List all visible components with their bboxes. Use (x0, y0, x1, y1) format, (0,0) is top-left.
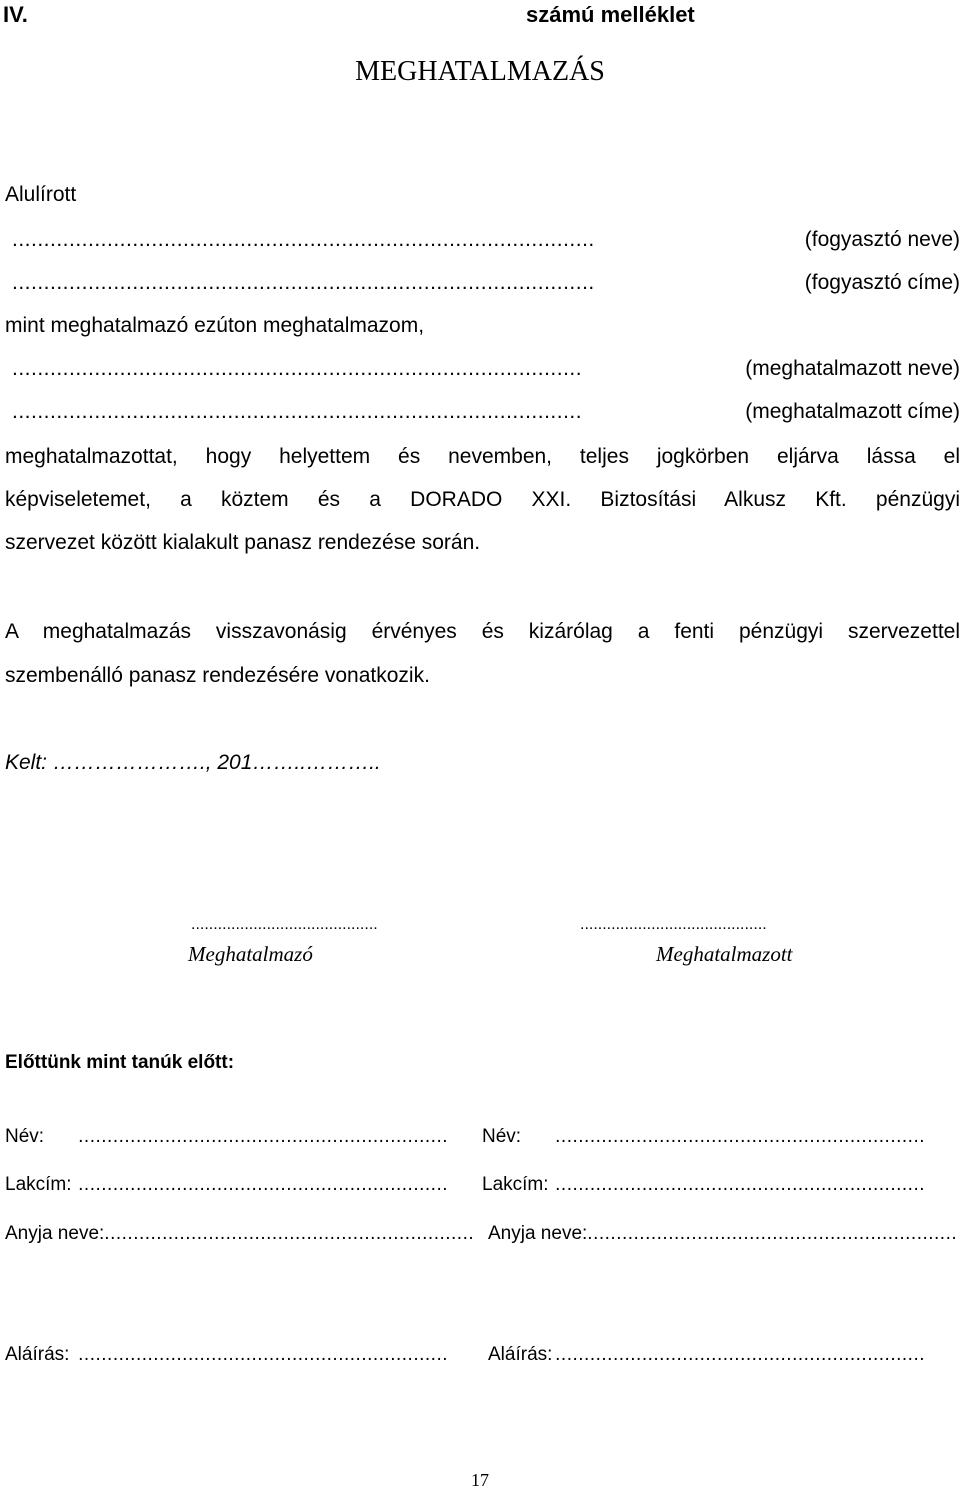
witness-2-name-dots: ................................................................ (555, 1126, 925, 1147)
agent-signature-label: Meghatalmazott (656, 942, 793, 966)
agent-address-field (12, 400, 960, 424)
witness-2-mother-dots: ................................................................ (587, 1223, 958, 1244)
agent-name-dots: .......................................................................................... (12, 357, 583, 380)
consumer-address-dots: ............................................................................................ (12, 271, 595, 294)
paragraph-2-line-2: szembenálló panasz rendezésére vonatkozik. (5, 664, 430, 687)
witness-2-name-label: Név: (482, 1126, 522, 1147)
witness-1-name-dots: ................................................................ (78, 1126, 448, 1147)
consumer-name-field (12, 228, 960, 252)
agent-signature-dots: .......................................... (580, 916, 767, 933)
intro-text: Alulírott (5, 183, 77, 206)
agent-address-dots: .......................................................................................... (12, 400, 583, 423)
date-line: Kelt: …………………., 201……..……….. (5, 751, 381, 774)
annex-number: IV. (3, 2, 28, 27)
paragraph-1-line-3: szervezet között kialakult panasz rendezése során. (5, 531, 481, 554)
witness-1-signature-dots: ................................................................ (78, 1344, 448, 1365)
paragraph-1-line-1: meghatalmazottat, hogy helyettem és nevemben, teljes jogkörben eljárva lássa el (5, 445, 960, 468)
witness-1-mother-dots: ................................................................ (104, 1223, 475, 1244)
paragraph-1-line-2: képviseletemet, a köztem és a DORADO XXI. Biztosítási Alkusz Kft. pénzügyi (5, 488, 960, 511)
witness-2-address-label: Lakcím: (482, 1174, 549, 1195)
agent-address-label: (meghatalmazott címe) (745, 400, 960, 423)
witness-1-address-dots: ................................................................ (78, 1174, 448, 1195)
agent-name-label: (meghatalmazott neve) (745, 357, 960, 380)
witness-2-address-dots: ................................................................ (555, 1174, 925, 1195)
witness-1-mother-label: Anyja neve: (5, 1223, 105, 1244)
page-number: 17 (471, 1470, 489, 1490)
agent-name-field (12, 357, 960, 381)
document-title: MEGHATALMAZÁS (355, 56, 605, 87)
witness-2-mother-row (488, 1223, 958, 1245)
witness-2-name-row (482, 1126, 925, 1148)
witness-1-signature-row (5, 1344, 448, 1366)
witness-1-name-label: Név: (5, 1126, 45, 1147)
witness-2-signature-label: Aláírás: (488, 1344, 553, 1365)
grant-line: mint meghatalmazó ezúton meghatalmazom, (5, 314, 425, 337)
witness-1-address-label: Lakcím: (5, 1174, 72, 1195)
principal-signature-dots: .......................................... (191, 916, 378, 933)
consumer-address-label: (fogyasztó címe) (804, 271, 960, 294)
consumer-name-label: (fogyasztó neve) (804, 228, 960, 251)
consumer-address-field (12, 271, 960, 295)
annex-label: számú melléklet (526, 2, 695, 27)
witness-1-signature-label: Aláírás: (5, 1344, 70, 1365)
witness-2-address-row (482, 1174, 925, 1196)
witness-2-mother-label: Anyja neve: (488, 1223, 588, 1244)
witness-1-address-row (5, 1174, 448, 1196)
witness-heading: Előttünk mint tanúk előtt: (5, 1052, 235, 1073)
consumer-name-dots: ............................................................................................ (12, 228, 595, 251)
witness-1-mother-row (5, 1223, 475, 1245)
principal-signature-label: Meghatalmazó (188, 942, 313, 966)
paragraph-2-line-1: A meghatalmazás visszavonásig érvényes és kizárólag a fenti pénzügyi szervezettel (5, 620, 960, 643)
witness-2-signature-dots: ................................................................ (555, 1344, 925, 1365)
witness-2-signature-row (488, 1344, 925, 1366)
witness-1-name-row (5, 1126, 448, 1148)
